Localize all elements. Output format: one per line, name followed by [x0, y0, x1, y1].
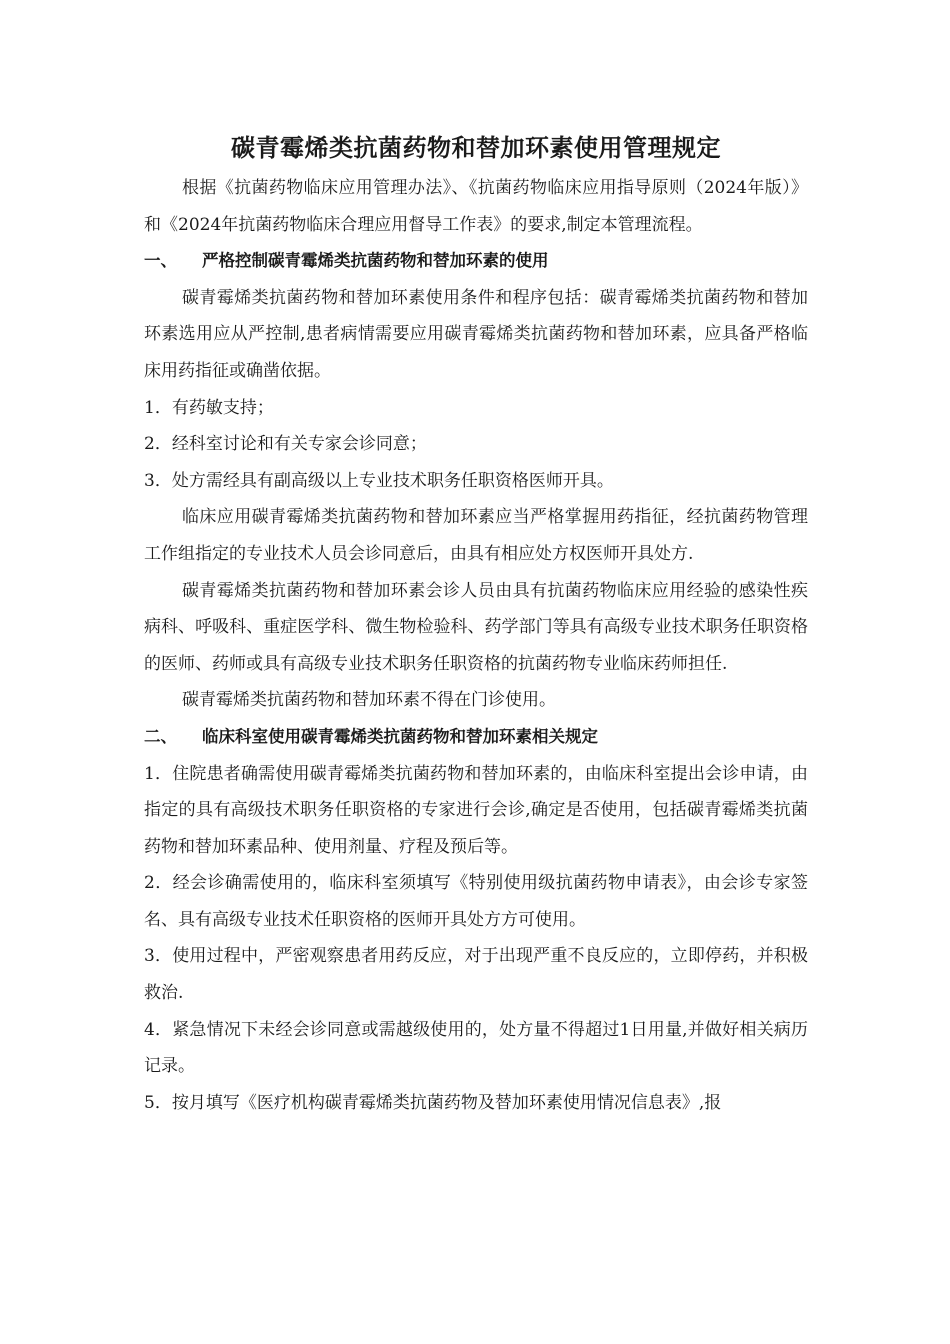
section-2-heading — [144, 719, 808, 756]
section-2-item-5: 5．按月填写《医疗机构碳青霉烯类抗菌药物及替加环素使用情况信息表》,报 — [144, 1092, 722, 1113]
section-2-title: 临床科室使用碳青霉烯类抗菌药物和替加环素相关规定 — [202, 726, 598, 746]
section-1-heading — [144, 243, 808, 280]
section-2-item-1: 1．住院患者确需使用碳青霉烯类抗菌药物和替加环素的，由临床科室提出会诊申请，由指定的具有高级技术职务任职资格的专家进行会诊,确定是否使用，包括碳青霉烯类抗菌药物和替加环素品种、使用剂量、疗程及预后等。 — [144, 763, 808, 857]
section-1-paragraph-4: 碳青霉烯类抗菌药物和替加环素不得在门诊使用。 — [182, 690, 556, 711]
section-1-item-3: 3．处方需经具有副高级以上专业技术职务任职资格医师开具。 — [144, 470, 614, 491]
section-1-paragraph-2: 临床应用碳青霉烯类抗菌药物和替加环素应当严格掌握用药指征，经抗菌药物管理工作组指定的专业技术人员会诊同意后，由具有相应处方权医师开具处方. — [144, 507, 808, 564]
section-1-number: 一、 — [144, 251, 177, 271]
document-title: 碳青霉烯类抗菌药物和替加环素使用管理规定 — [231, 134, 721, 162]
section-1-paragraph-1: 碳青霉烯类抗菌药物和替加环素使用条件和程序包括：碳青霉烯类抗菌药物和替加环素选用应从严控制,患者病情需要应用碳青霉烯类抗菌药物和替加环素，应具备严格临床用药指征或确凿依据。 — [144, 287, 808, 381]
section-1-title: 严格控制碳青霉烯类抗菌药物和替加环素的使用 — [202, 251, 549, 271]
section-2-item-3: 3．使用过程中，严密观察患者用药反应，对于出现严重不良反应的，立即停药，并积极救治. — [144, 946, 808, 1004]
section-2-number: 二、 — [144, 726, 177, 746]
intro-paragraph: 根据《抗菌药物临床应用管理办法》、《抗菌药物临床应用指导原则（2024年版）》和《2024年抗菌药物临床合理应用督导工作表》的要求,制定本管理流程。 — [144, 178, 808, 235]
section-1-paragraph-3: 碳青霉烯类抗菌药物和替加环素会诊人员由具有抗菌药物临床应用经验的感染性疾病科、呼吸科、重症医学科、微生物检验科、药学部门等具有高级专业技术职务任职资格的医师、药师或具有高级专业技术职务任职资格的抗菌药物专业临床药师担任. — [144, 580, 808, 674]
section-1-item-1: 1．有药敏支持； — [144, 397, 274, 418]
document-page — [144, 128, 808, 1121]
section-1-item-2: 2．经科室讨论和有关专家会诊同意； — [144, 434, 427, 455]
section-2-item-2: 2．经会诊确需使用的，临床科室须填写《特别使用级抗菌药物申请表》，由会诊专家签名、具有高级专业技术任职资格的医师开具处方方可使用。 — [144, 873, 808, 930]
section-2-item-4: 4．紧急情况下未经会诊同意或需越级使用的，处方量不得超过1日用量,并做好相关病历记录。 — [144, 1019, 808, 1077]
